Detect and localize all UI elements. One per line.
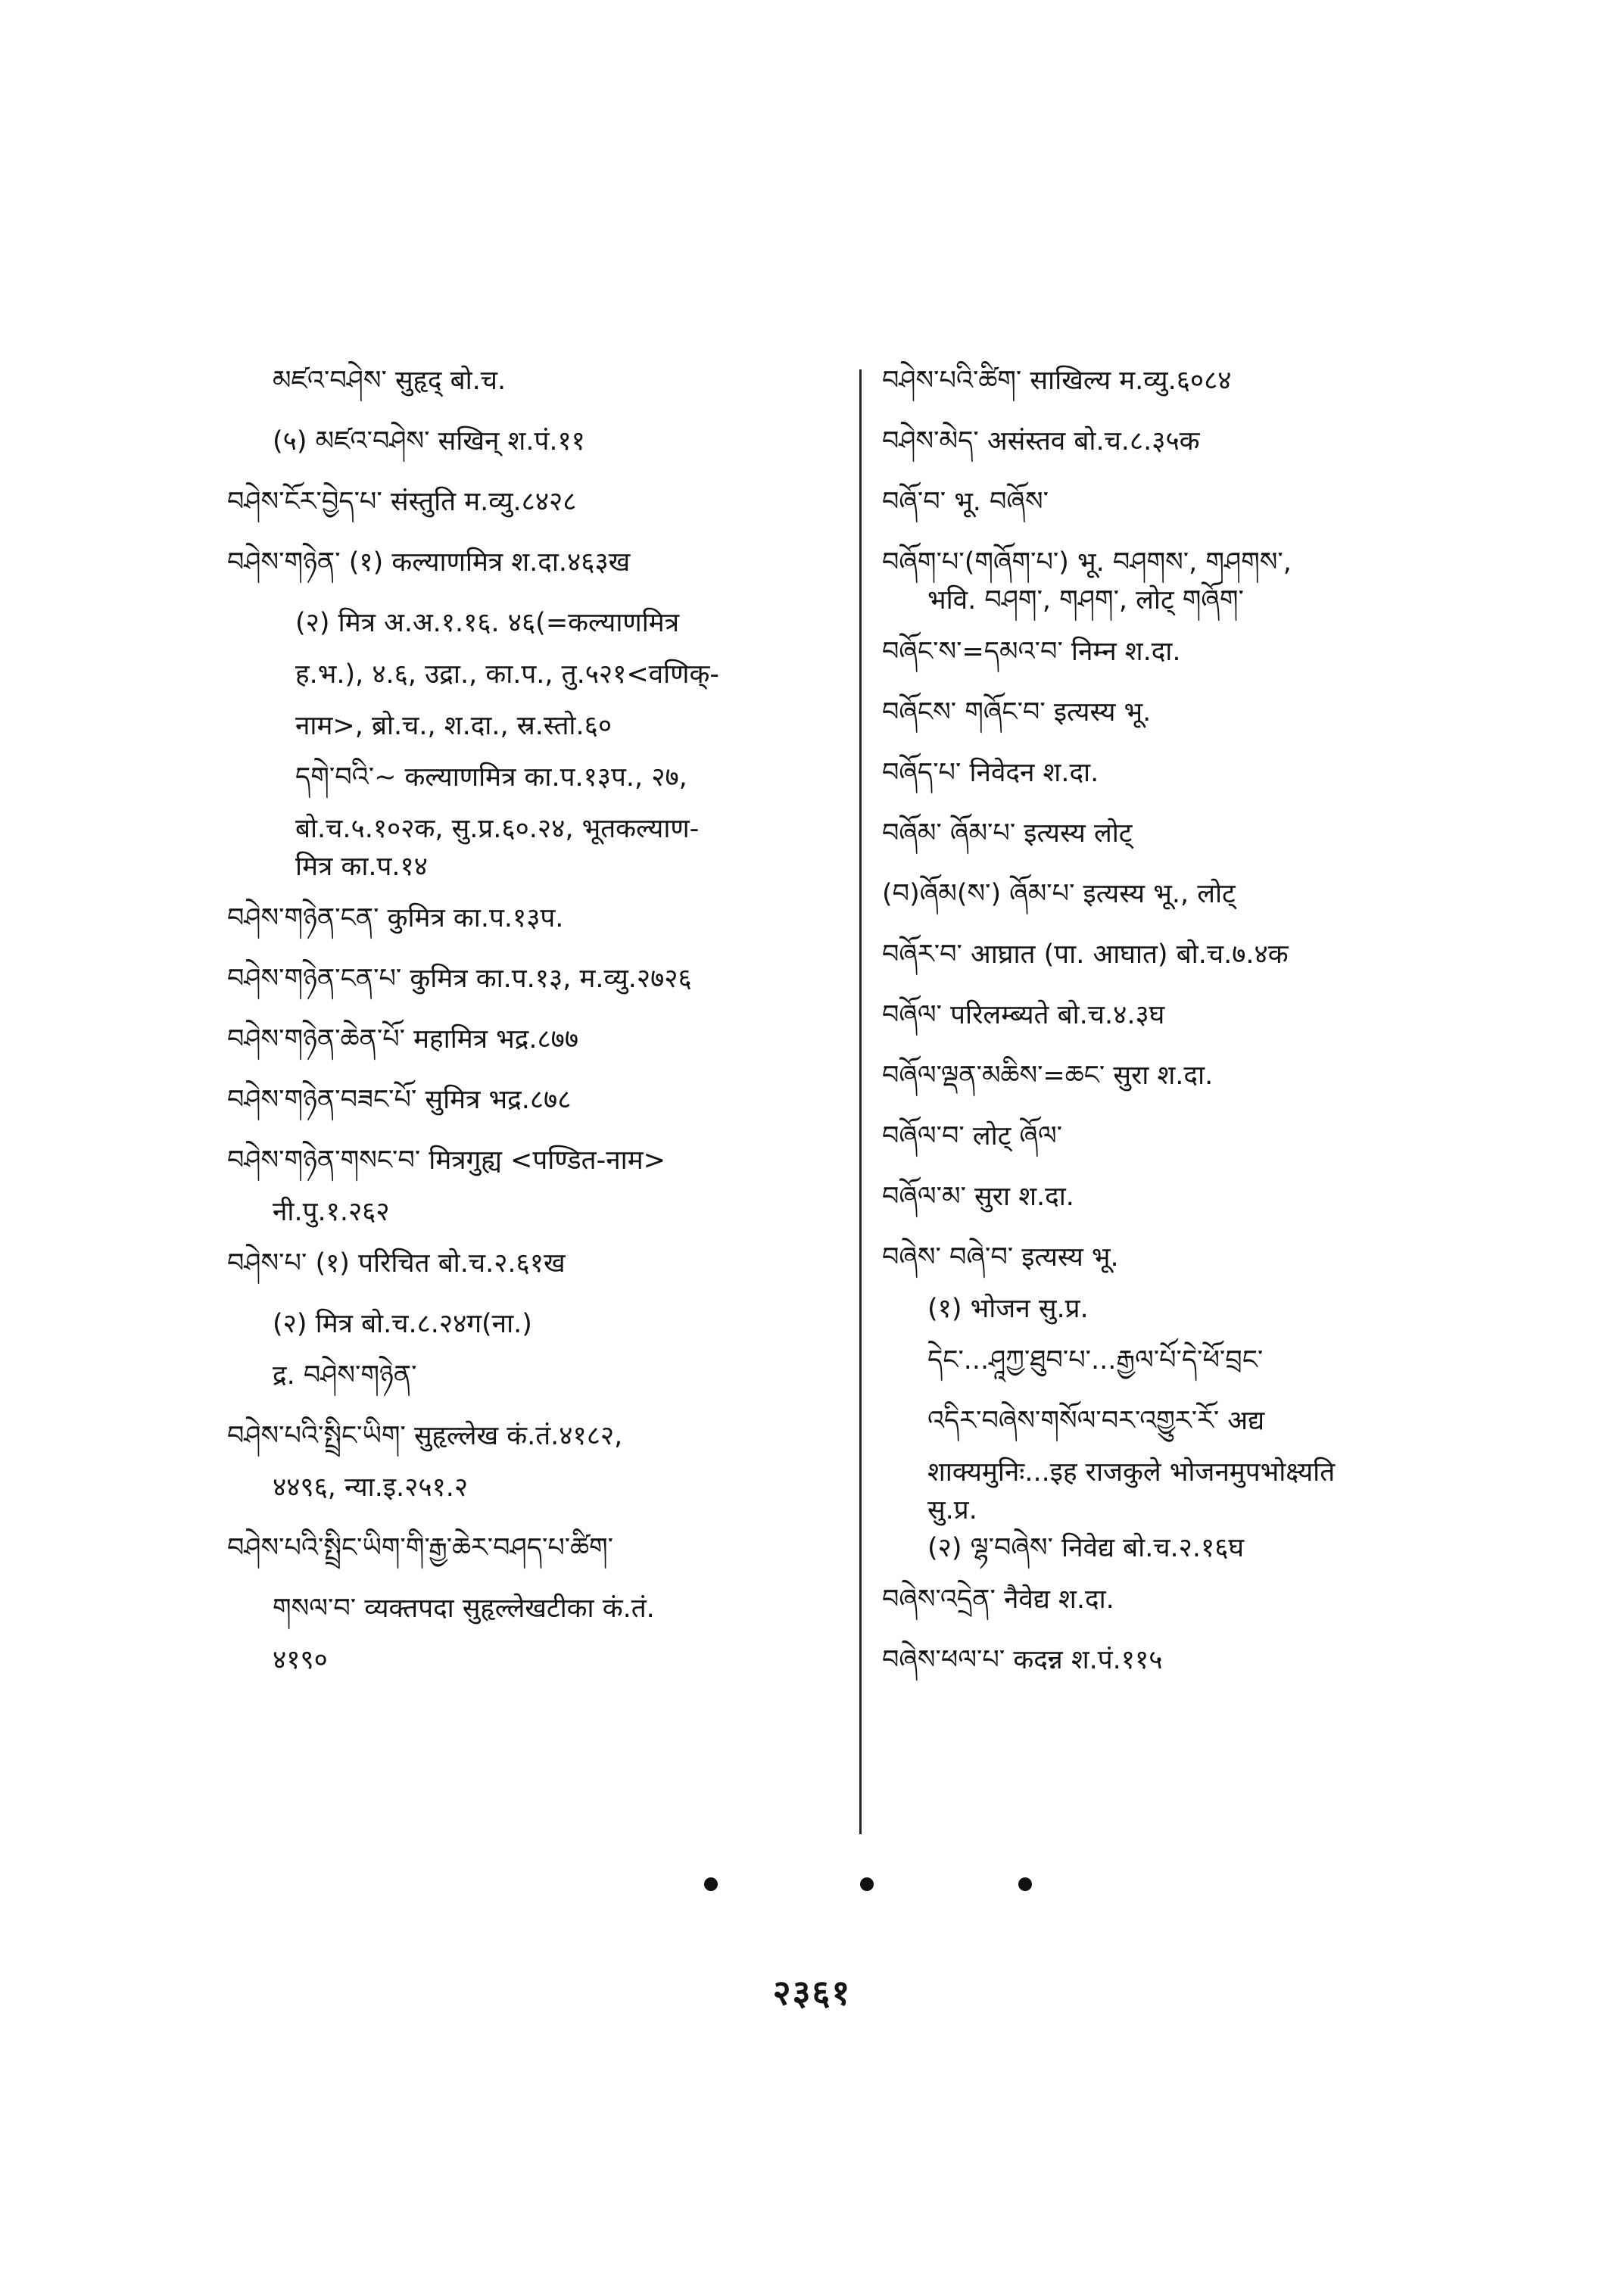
- dictionary-entry-line: (བ)ཞོམ(ས་) ཞོམ་པ་ इत्यस्य भू., लोट्: [882, 879, 1236, 909]
- dictionary-entry-line: བཤེས་ངོར་བྱེད་པ་ संस्तुति म.व्यु.८४२८: [227, 487, 577, 517]
- dictionary-entry-line: མཛའ་བཤེས་ सुहृद् बो.च.: [273, 366, 507, 396]
- column-divider: [859, 369, 862, 1834]
- dictionary-entry-line: ४१९०: [273, 1645, 328, 1675]
- dictionary-entry-line: द्र. བཤེས་གཉེན་: [273, 1360, 417, 1391]
- page-number: २३६१: [772, 1972, 852, 2013]
- dictionary-entry-line: བཤེས་པ་ (१) परिचित बो.च.२.६१ख: [227, 1248, 566, 1279]
- dictionary-entry-line: བཞོལ་བ་ लोट् ཞོལ་: [882, 1121, 1063, 1151]
- dictionary-entry-line: བཞོར་བ་ आघ्रात (पा. आघात) बो.च.७.४क: [882, 939, 1289, 970]
- dictionary-entry-line: བཤེས་གཉེན་ཆེན་པོ་ महामित्र भद्र.८७७: [227, 1024, 579, 1055]
- dictionary-entry-line: དགེ་བའི་~ कल्याणमित्र का.प.१३प., २७,: [295, 762, 687, 793]
- dictionary-entry-line: (१) भोजन सु.प्र.: [927, 1294, 1089, 1324]
- dictionary-entry-line: བཞོ་བ་ भू. བཞོས་: [882, 487, 1049, 517]
- dictionary-entry-line: བཤེས་གཉེན་གསང་བ་ मित्रगुह्य <पण्डित-नाम>: [227, 1145, 665, 1176]
- dictionary-entry-line: བཞོལ་མ་ सुरा श.दा.: [882, 1182, 1074, 1212]
- dictionary-entry-line: (२) मित्र अ.अ.१.१६. ४६(=कल्याणमित्र: [295, 608, 680, 638]
- dictionary-entry-line: བཞོང་ས་=དམའ་བ་ निम्न श.दा.: [882, 637, 1181, 667]
- dictionary-entry-line: བཞེས་འདྲེན་ नैवेद्य श.दा.: [882, 1584, 1114, 1615]
- dictionary-entry-line: བཤེས་གཉེན་བཟང་པོ་ सुमित्र भद्र.८७८: [227, 1085, 572, 1115]
- dictionary-entry-line: (२) ལྷ་བཞེས་ निवेद्य बो.च.२.१६घ: [927, 1533, 1245, 1563]
- dictionary-entry-line: नी.पु.१.२६२: [273, 1197, 390, 1227]
- dictionary-entry-line: सु.प्र.: [927, 1495, 977, 1525]
- dictionary-entry-line: (५) མཛའ་བཤེས་ सखिन् श.पं.११: [273, 426, 585, 456]
- dictionary-entry-line: मित्र का.प.१४: [295, 852, 428, 882]
- dictionary-entry-line: བཞོག་པ་(གཞོག་པ་) भू. བཤགས་, གཤགས་,: [882, 547, 1292, 578]
- dictionary-entry-line: བཞོལ་ परिलम्ब्यते बो.च.४.३घ: [882, 1000, 1165, 1030]
- separator-dot: [860, 1877, 874, 1891]
- dictionary-entry-line: བཞེས་ཕལ་པ་ कदन्न श.पं.११५: [882, 1645, 1163, 1675]
- dictionary-entry-line: ४४९६, न्या.इ.२५१.२: [273, 1472, 469, 1503]
- dictionary-entry-line: བཞོལ་ལྡན་མཆིས་=ཆང་ सुरा श.दा.: [882, 1061, 1214, 1091]
- dictionary-entry-line: བཤེས་པའི་སྤྲིང་ཡིག་ सुहृल्लेख कं.तं.४१८२,: [227, 1421, 623, 1451]
- dictionary-entry-line: भवि. བཤག་, གཤག་, लोट् གཞོག་: [927, 585, 1244, 615]
- dictionary-entry-line: བཤེས་གཉེན་ (१) कल्याणमित्र श.दा.४६३ख: [227, 547, 631, 578]
- dictionary-entry-line: བཞེས་ བཞེ་བ་ इत्यस्य भू.: [882, 1242, 1119, 1273]
- dictionary-entry-line: नाम>, ब्रो.च., श.दा., स्र.स्तो.६०: [295, 711, 613, 741]
- right-column: [882, 362, 1518, 1679]
- separator-dot: [704, 1877, 718, 1891]
- dictionary-entry-line: བཤེས་པའི་ཚིག་ साखिल्य म.व्यु.६०८४: [882, 366, 1232, 396]
- dictionary-entry-line: དེང་...ཤཱཀྱ་ཐུབ་པ་...རྒྱལ་པོ་དེ་ཕོ་བྲང་: [927, 1345, 1264, 1375]
- section-separator: [0, 1870, 1624, 1900]
- dictionary-entry-line: བཞོངས་ གཞོང་བ་ इत्यस्य भू.: [882, 697, 1152, 727]
- dictionary-entry-line: བཤེས་གཉེན་ངན་ कुमित्र का.प.१३प.: [227, 903, 564, 933]
- dictionary-entry-line: གསལ་བ་ व्यक्तपदा सुहृल्लेखटीका कं.तं.: [273, 1594, 655, 1624]
- dictionary-entry-line: ह.भ.), ४.६, उद्रा., का.प., तु.५२१<वणिक्-: [295, 659, 719, 690]
- left-column: [227, 362, 848, 1679]
- dictionary-entry-line: བཤེས་མེད་ असंस्तव बो.च.८.३५क: [882, 426, 1200, 456]
- dictionary-entry-line: བཤེས་གཉེན་ངན་པ་ कुमित्र का.प.१३, म.व्यु.२७२६: [227, 964, 692, 994]
- dictionary-entry-line: बो.च.५.१०२क, सु.प्र.६०.२४, भूतकल्याण-: [295, 814, 700, 844]
- dictionary-entry-line: शाक्यमुनिः...इह राजकुले भोजनमुपभोक्ष्यति: [927, 1457, 1336, 1488]
- dictionary-entry-line: འདིར་བཞེས་གསོལ་བར་འགྱུར་རོ་ अद्य: [927, 1406, 1265, 1436]
- dictionary-entry-line: (२) मित्र बो.च.८.२४ग(ना.): [273, 1309, 532, 1339]
- separator-dot: [1018, 1877, 1032, 1891]
- dictionary-entry-line: བཞོམ་ ཞོམ་པ་ इत्यस्य लोट्: [882, 818, 1133, 849]
- dictionary-entry-line: བཞོད་པ་ निवेदन श.दा.: [882, 758, 1099, 788]
- dictionary-entry-line: བཤེས་པའི་སྤྲིང་ཡིག་གི་རྒྱ་ཆེར་བཤད་པ་ཚིག་: [227, 1533, 614, 1563]
